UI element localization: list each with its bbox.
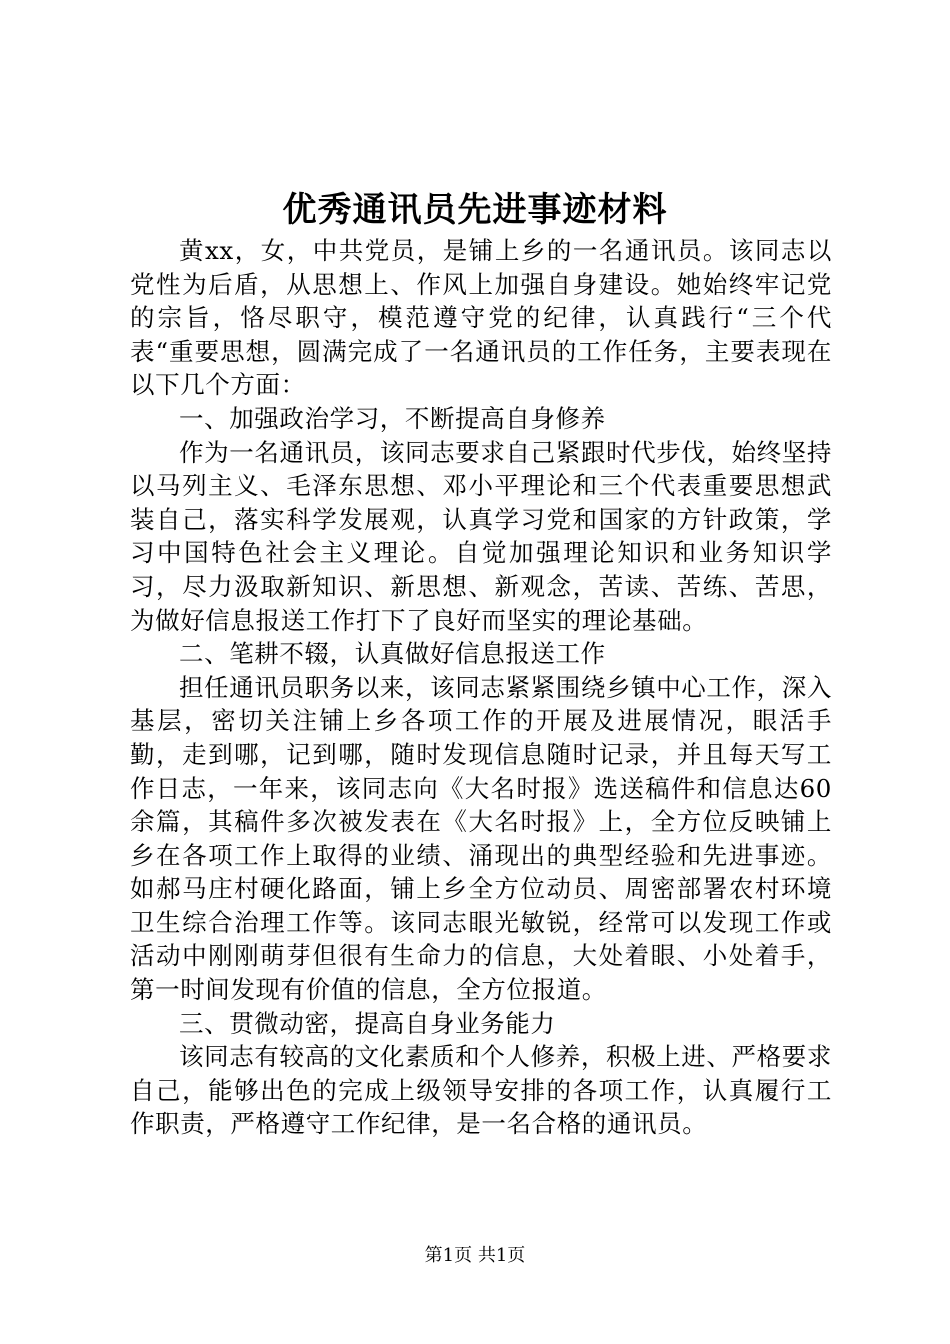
section-heading-1: 一、加强政治学习，不断提高自身修养 bbox=[179, 403, 606, 433]
document-body bbox=[130, 234, 832, 1141]
section-paragraph-1: 作为一名通讯员，该同志要求自己紧跟时代步伐，始终坚持以马列主义、毛泽东思想、邓小平理论和三个代表重要思想武装自己，落实科学发展观，认真学习党和国家的方针政策，学习中国特色社会主义理论。自觉加强理论知识和业务知识学习，尽力汲取新知识、新思想、新观念，苦读、苦练、苦思，为做好信息报送工作打下了良好而坚实的理论基础。 bbox=[130, 437, 832, 635]
document-title: 优秀通讯员先进事迹材料 bbox=[282, 190, 668, 230]
section-heading-2: 二、笔耕不辍，认真做好信息报送工作 bbox=[179, 639, 606, 669]
intro-paragraph: 黄xx，女，中共党员，是铺上乡的一名通讯员。该同志以党性为后盾，从思想上、作风上加强自身建设。她始终牢记党的宗旨，恪尽职守，模范遵守党的纪律，认真践行“三个代表“重要思想，圆满完成了一名通讯员的工作任务，主要表现在以下几个方面： bbox=[130, 236, 832, 400]
section-paragraph-2: 担任通讯员职务以来，该同志紧紧围绕乡镇中心工作，深入基层，密切关注铺上乡各项工作的开展及进展情况，眼活手勤，走到哪，记到哪，随时发现信息随时记录，并且每天写工作日志，一年来，该同志向《大名时报》选送稿件和信息达60余篇，其稿件多次被发表在《大名时报》上，全方位反映铺上乡在各项工作上取得的业绩、涌现出的典型经验和先进事迹。如郝马庄村硬化路面，铺上乡全方位动员、周密部署农村环境卫生综合治理工作等。该同志眼光敏锐，经常可以发现工作或活动中刚刚萌芽但很有生命力的信息，大处着眼、小处着手，第一时间发现有价值的信息，全方位报道。 bbox=[130, 672, 832, 1005]
page-footer: 第1页 共1页 bbox=[424, 1245, 526, 1266]
section-paragraph-3: 该同志有较高的文化素质和个人修养，积极上进、严格要求自己，能够出色的完成上级领导安排的各项工作，认真履行工作职责，严格遵守工作纪律，是一名合格的通讯员。 bbox=[130, 1042, 832, 1139]
section-heading-3: 三、贯微动密，提高自身业务能力 bbox=[179, 1008, 556, 1038]
